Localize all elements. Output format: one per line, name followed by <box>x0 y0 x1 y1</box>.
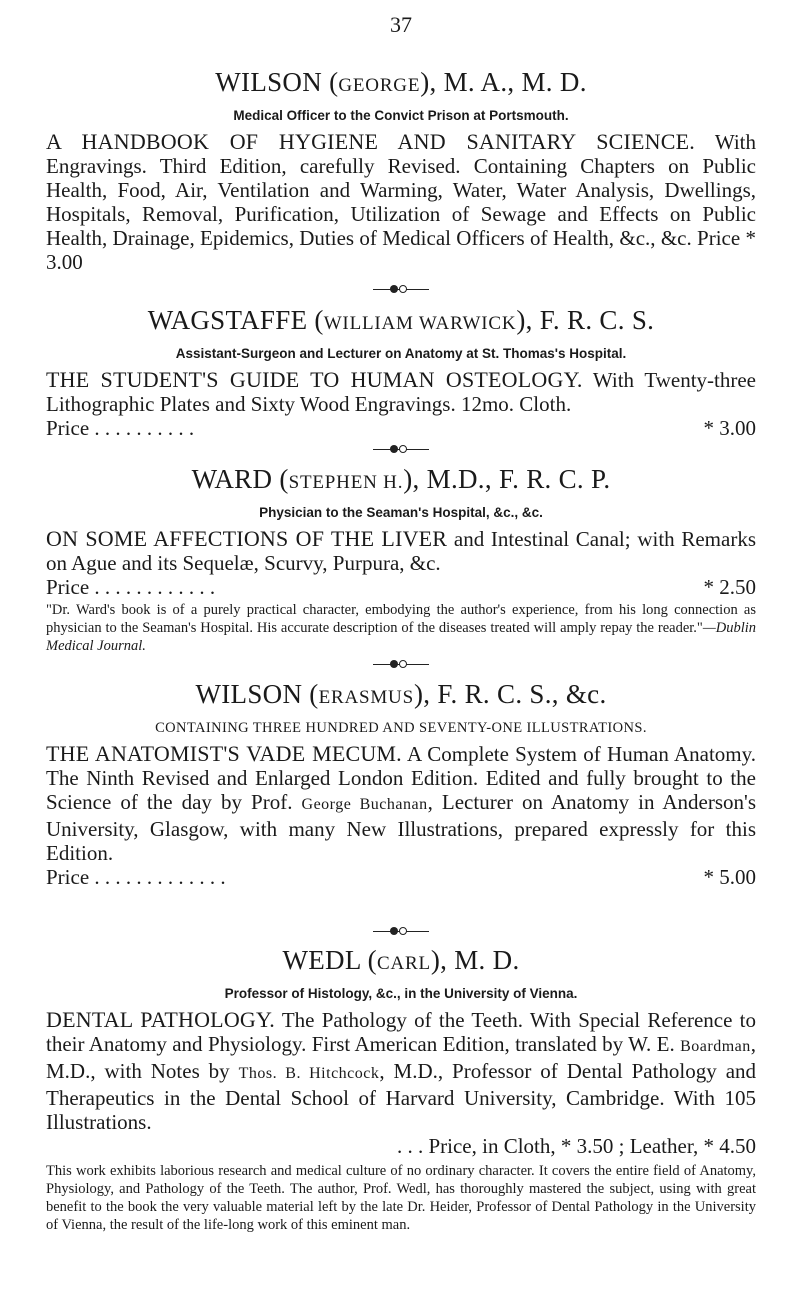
author-degrees: ), M.D., F. R. C. P. <box>403 464 611 494</box>
author-name: WILSON ( <box>215 67 339 97</box>
author-heading <box>46 66 756 102</box>
author-heading <box>46 678 756 714</box>
author-degrees: ), F. R. C. S., &c. <box>413 679 607 709</box>
catalog-entry-wilson-erasmus <box>46 678 756 889</box>
book-details: A Complete System of Human Anatomy. The Ninth Revised and Enlarged London Edition. Edited and fully brought to the Science of the day by Prof. <box>46 742 756 814</box>
author-given-name: GEORGE <box>338 75 421 96</box>
book-description <box>46 527 756 575</box>
book-title: DENTAL PATHOLOGY. <box>46 1007 275 1032</box>
divider-ornament <box>373 445 429 453</box>
catalog-entry-wilson-george <box>46 66 756 274</box>
price-label: Price . . . . . . . . . . . . . <box>46 865 226 889</box>
page-number: 37 <box>390 12 412 37</box>
price-label: . . . Price, in Cloth, * 3.50 ; Leather, * 4.50 <box>396 1134 756 1158</box>
book-description <box>46 1008 756 1134</box>
author-degrees: ), M. A., M. D. <box>420 67 587 97</box>
book-title: ON SOME AFFECTIONS OF THE LIVER <box>46 526 448 551</box>
price-label: Price . . . . . . . . . . . . <box>46 575 216 599</box>
author-heading <box>46 304 756 340</box>
annotator-name: Thos. B. Hitchcock <box>238 1065 380 1082</box>
author-degrees: ), M. D. <box>430 945 520 975</box>
book-title: THE ANATOMIST'S VADE MECUM. <box>46 741 402 766</box>
book-note: This work exhibits laborious research and medical culture of no ordinary character. It covers the entire field of Anatomy, Physiology, and Pathology of the Teeth. The author, Prof. Wedl, has thoroughly mastered the subject, using with great benefit to the book the very valuable material left by the late Dr. Heider, Professor of Dental Pathology in the University of Vienna, the result of the life-long work of this eminent man. <box>46 1163 756 1233</box>
author-heading <box>46 944 756 980</box>
book-details-cont: , Lecturer on Anatomy in Anderson's University, Glasgow, with many New Illustrations, prepared expressly for this Edition. <box>46 790 756 865</box>
author-name: WEDL ( <box>282 945 377 975</box>
price-line <box>46 865 756 889</box>
catalog-entry-wedl <box>46 944 756 1234</box>
catalog-entry-wagstaffe <box>46 304 756 440</box>
price-label: Price . . . . . . . . . . <box>46 416 195 440</box>
author-name: WAGSTAFFE ( <box>147 305 324 335</box>
author-given-name: STEPHEN H. <box>288 472 404 493</box>
book-details: With Engravings. Third Edition, carefully Revised. Containing Chapters on Public Health, Food, Air, Ventilation and Warming, Water, Water Analysis, Dwellings, Hospitals, Removal, Purification, Utilization of Sewage and Effects on Public Health, Drainage, Epidemics, Duties of Medical Officers of Health, &c., &c. Price * 3.00 <box>46 130 756 274</box>
price-value: * 3.00 <box>703 416 756 440</box>
author-position: Professor of Histology, &c., in the University of Vienna. <box>224 986 578 1001</box>
author-position: Medical Officer to the Convict Prison at Portsmouth. <box>233 108 569 123</box>
price-value: * 5.00 <box>703 865 756 889</box>
translator-name: Boardman <box>680 1038 751 1055</box>
book-details: The Pathology of the Teeth. With Special Reference to their Anatomy and Physiology. First American Edition, translated by W. E. <box>46 1008 757 1056</box>
book-details: With Twenty-three Lithographic Plates and Sixty Wood Engravings. 12mo. Cloth. <box>46 368 757 416</box>
price-line <box>46 416 756 440</box>
price-value: * 2.50 <box>703 575 756 599</box>
divider-ornament <box>373 285 429 293</box>
author-given-name: WILLIAM WARWICK <box>323 313 517 334</box>
book-title: THE STUDENT'S GUIDE TO HUMAN OSTEOLOGY. <box>46 367 583 392</box>
book-details-cont: , M.D., with Notes by <box>46 1032 757 1083</box>
book-description <box>46 130 756 274</box>
book-description <box>46 742 756 865</box>
author-degrees: ), F. R. C. S. <box>516 305 655 335</box>
book-details: and Intestinal Canal; with Remarks on Ague and its Sequelæ, Scurvy, Purpura, &c. <box>46 527 757 575</box>
illustrations-note: CONTAINING THREE HUNDRED AND SEVENTY-ONE ILLUSTRATIONS. <box>155 720 647 736</box>
divider-ornament <box>373 660 429 668</box>
author-given-name: ERASMUS <box>318 687 414 708</box>
divider-ornament <box>373 927 429 935</box>
author-name: WARD ( <box>191 464 289 494</box>
author-position: Physician to the Seaman's Hospital, &c., &c. <box>259 505 543 520</box>
editor-name: George Buchanan <box>301 796 428 813</box>
book-description <box>46 368 756 416</box>
author-heading <box>46 463 756 499</box>
review-quote <box>46 601 756 655</box>
quote-source: —Dublin Medical Journal. <box>46 620 756 654</box>
author-given-name: CARL <box>376 953 431 974</box>
book-title: A HANDBOOK OF HYGIENE AND SANITARY SCIENCE. <box>46 129 695 154</box>
author-name: WILSON ( <box>195 679 319 709</box>
quote-text: "Dr. Ward's book is of a purely practical character, embodying the author's experience, from his long connection as physician to the Seaman's Hospital. His accurate description of the diseases treated will amply repay the reader." <box>46 602 756 636</box>
book-details-end: , M.D., Professor of Dental Pathology and Therapeutics in the Dental School of Harvard University, Cambridge. With 105 Illustrations. <box>46 1059 757 1134</box>
price-line <box>46 1134 756 1158</box>
catalog-entry-ward <box>46 463 756 655</box>
price-line <box>46 575 756 599</box>
author-position: Assistant-Surgeon and Lecturer on Anatomy at St. Thomas's Hospital. <box>175 346 627 361</box>
